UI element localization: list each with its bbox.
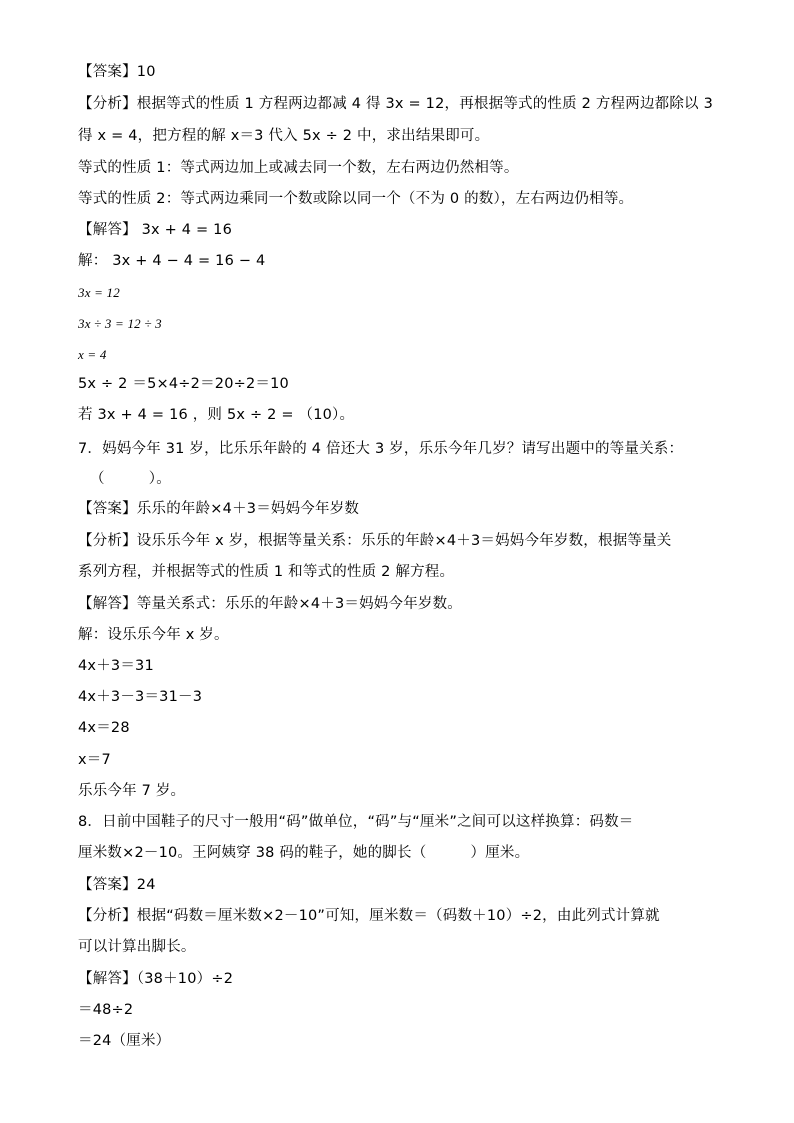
analysis-line-q8-2: 可以计算出脚长。 — [78, 939, 196, 955]
equation-line: 3x = 12 — [78, 285, 120, 300]
question-8-line-2: 厘米数×2－10。王阿姨穿 38 码的鞋子，她的脚长（ ）厘米。 — [78, 845, 530, 861]
analysis-line-q8-1: 【分析】根据“码数＝厘米数×2－10”可知，厘米数＝（码数＋10）÷2，由此列式计算就 — [78, 908, 660, 924]
solution-line-q8-3: ＝24（厘米） — [78, 1033, 171, 1049]
analysis-line-q6-2: 得 x = 4，把方程的解 x＝3 代入 5x ÷ 2 中，求出结果即可。 — [78, 128, 490, 144]
solution-line-q8-2: ＝48÷2 — [78, 1002, 134, 1018]
answer-line-q7: 【答案】乐乐的年龄×4＋3＝妈妈今年岁数 — [78, 501, 360, 517]
property-1-line: 等式的性质 1：等式两边加上或减去同一个数，左右两边仍然相等。 — [78, 160, 519, 176]
question-8-line-1: 8．日前中国鞋子的尺寸一般用“码”做单位，“码”与“厘米”之间可以这样换算：码数＝ — [78, 814, 634, 830]
answer-line-q8: 【答案】24 — [78, 877, 156, 893]
solution-line-q6-1: 【解答】 3x + 4 = 16 — [78, 222, 233, 238]
equation-line: 5x ÷ 2 ＝5×4÷2＝20÷2＝10 — [78, 376, 289, 392]
question-7-line-1: 7．妈妈今年 31 岁，比乐乐年龄的 4 倍还大 3 岁，乐乐今年几岁？请写出题中的等量关系： — [78, 441, 684, 457]
property-2-line: 等式的性质 2：等式两边乘同一个数或除以同一个（不为 0 的数），左右两边仍相等。 — [78, 191, 634, 207]
solution-line-q8-1: 【解答】（38＋10）÷2 — [78, 971, 234, 987]
question-7-line-2: （ ）。 — [90, 471, 171, 487]
solution-line-q7-1: 【解答】等量关系式：乐乐的年龄×4＋3＝妈妈今年岁数。 — [78, 596, 462, 612]
result-line-q6: 若 3x + 4 = 16 ，则 5x ÷ 2 = （10）。 — [78, 407, 355, 423]
analysis-line-q6-1: 【分析】根据等式的性质 1 方程两边都减 4 得 3x = 12，再根据等式的性质 2 方程两边都除以 3 — [78, 96, 713, 112]
equation-line: x＝7 — [78, 752, 111, 768]
solution-line-q6-2: 解： 3x + 4 − 4 = 16 − 4 — [78, 253, 266, 269]
equation-line: 3x ÷ 3 = 12 ÷ 3 — [78, 316, 162, 331]
equation-line: x = 4 — [78, 347, 107, 362]
solution-line-q7-2: 解：设乐乐今年 x 岁。 — [78, 627, 229, 643]
equation-line: 4x＝28 — [78, 720, 130, 736]
result-line-q7: 乐乐今年 7 岁。 — [78, 783, 186, 799]
equation-line: 4x＋3＝31 — [78, 658, 154, 674]
analysis-line-q7-1: 【分析】设乐乐今年 x 岁，根据等量关系：乐乐的年龄×4＋3＝妈妈今年岁数，根据等量关 — [78, 533, 672, 549]
analysis-line-q7-2: 系列方程，并根据等式的性质 1 和等式的性质 2 解方程。 — [78, 564, 455, 580]
answer-line-q6: 【答案】10 — [78, 64, 156, 80]
equation-line: 4x＋3－3＝31－3 — [78, 689, 203, 705]
